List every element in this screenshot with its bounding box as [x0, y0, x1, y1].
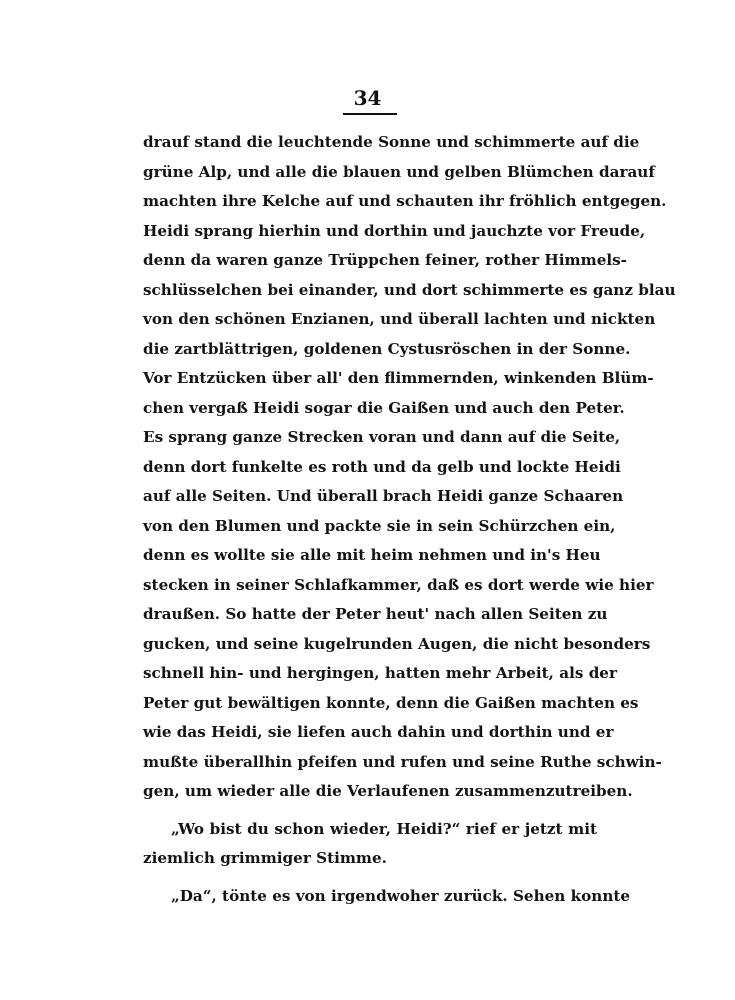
text-line: Peter gut bewältigen konnte, denn die Gaißen machten es [143, 693, 639, 712]
text-line: von den Blumen und packte sie in sein Schürzchen ein, [143, 516, 616, 535]
paragraph [143, 128, 676, 807]
page-number-rule [343, 113, 397, 115]
text-line: stecken in seiner Schlafkammer, daß es dort werde wie hier [143, 575, 654, 594]
text-line: denn dort funkelte es roth und da gelb und lockte Heidi [143, 457, 621, 476]
text-line: machten ihre Kelche auf und schauten ihr fröhlich entgegen. [143, 192, 667, 210]
body-text [143, 128, 676, 911]
text-line: Vor Entzücken über all' den flimmernden, winkenden Blüm- [143, 369, 654, 387]
text-line: Es sprang ganze Strecken voran und dann auf die Seite, [143, 428, 621, 446]
text-line: drauf stand die leuchtende Sonne und schimmerte auf die [143, 133, 640, 151]
text-line: chen vergaß Heidi sogar die Gaißen und auch den Peter. [143, 398, 625, 417]
text-line: „Da“, tönte es von irgendwoher zurück. Sehen konnte [171, 886, 631, 905]
text-line: denn da waren ganze Trüppchen feiner, rother Himmels- [143, 251, 627, 269]
paragraph [143, 815, 597, 874]
text-line: wie das Heidi, sie liefen auch dahin und dorthin und er [143, 723, 614, 741]
text-line: grüne Alp, und alle die blauen und gelben Blümchen darauf [143, 162, 655, 181]
text-line: schlüsselchen bei einander, und dort schimmerte es ganz blau [143, 280, 676, 299]
text-line: „Wo bist du schon wieder, Heidi?“ rief er jetzt mit [171, 819, 597, 838]
text-line: denn es wollte sie alle mit heim nehmen und in's Heu [143, 546, 601, 564]
text-line: ziemlich grimmiger Stimme. [143, 849, 387, 867]
text-line: gucken, und seine kugelrunden Augen, die nicht besonders [143, 634, 651, 653]
text-line: die zartblättrigen, goldenen Cystusröschen in der Sonne. [143, 339, 631, 358]
text-line: draußen. So hatte der Peter heut' nach allen Seiten zu [143, 605, 608, 623]
text-line: mußte überallhin pfeifen und rufen und seine Ruthe schwin- [143, 752, 662, 771]
text-line: auf alle Seiten. Und überall brach Heidi ganze Schaaren [143, 487, 624, 505]
text-line: schnell hin- und hergingen, hatten mehr Arbeit, als der [143, 664, 617, 682]
text-line: von den schönen Enzianen, und überall lachten und nickten [143, 310, 656, 328]
text-line: gen, um wieder alle die Verlaufenen zusammenzutreiben. [143, 782, 633, 800]
text-line: Heidi sprang hierhin und dorthin und jauchzte vor Freude, [143, 221, 646, 240]
paragraph [143, 882, 631, 912]
page-number: 34 [353, 86, 382, 110]
